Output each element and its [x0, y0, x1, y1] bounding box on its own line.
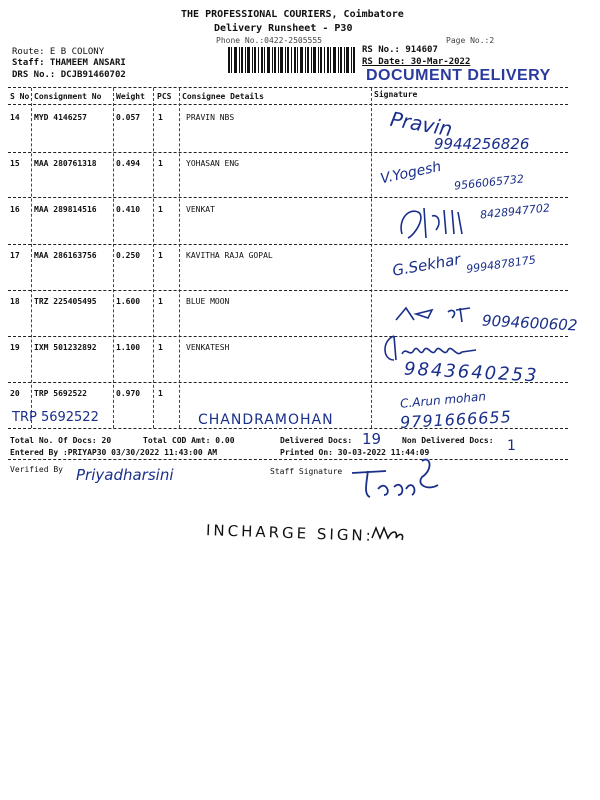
row-consignee: YOHASAN ENG: [186, 159, 239, 168]
handwritten-phone: 9843640253: [403, 358, 539, 387]
row-consignment: IXM 501232892: [34, 343, 97, 352]
row-weight: 0.250: [116, 251, 141, 260]
col-weight: Weight: [116, 92, 145, 101]
handwritten-phone: 9566065732: [453, 172, 525, 193]
row-weight: 0.970: [116, 389, 141, 398]
handwritten-phone: 8428947702: [479, 201, 551, 222]
handwritten-phone: 9094600602: [481, 311, 578, 335]
col-divider: [179, 88, 180, 428]
row-sno: 20: [10, 389, 20, 398]
rs-number: RS No.: 914607: [362, 45, 438, 55]
handwritten-name: Pravin: [388, 106, 455, 142]
totals-rule: [8, 459, 568, 460]
row-pcs: 1: [158, 159, 163, 168]
total-docs: Total No. Of Docs: 20: [10, 436, 112, 445]
table-header-rule: [8, 104, 568, 105]
col-signature: Signature: [374, 90, 418, 99]
rs-date: RS Date: 30-Mar-2022: [362, 57, 471, 67]
row-consignee: KAVITHA RAJA GOPAL: [186, 251, 273, 260]
row-rule: [8, 382, 568, 383]
document-title: Delivery Runsheet - P30: [214, 23, 353, 34]
phone-number: Phone No.:0422-2505555: [216, 36, 322, 45]
row-sno: 14: [10, 113, 20, 122]
document-delivery-stamp: DOCUMENT DELIVERY: [366, 67, 551, 84]
row-consignment: TRP 5692522: [34, 389, 87, 398]
row-consignee: PRAVIN NBS: [186, 113, 235, 122]
handwritten-name: C.Arun mohan: [399, 389, 487, 411]
col-divider: [153, 88, 154, 428]
row-rule: [8, 336, 568, 337]
row-sno: 17: [10, 251, 20, 260]
printed-on: Printed On: 30-03-2022 11:44:09: [280, 448, 430, 457]
handwritten-name: G.Sekhar: [390, 250, 462, 280]
row-sno: 19: [10, 343, 20, 352]
row-weight: 1.600: [116, 297, 141, 306]
row-pcs: 1: [158, 205, 163, 214]
row-rule: [8, 197, 568, 198]
col-sno: S No: [10, 92, 30, 101]
row-sno: 16: [10, 205, 20, 214]
page-number: Page No.:2: [446, 36, 495, 45]
col-consignee: Consignee Details: [182, 92, 264, 101]
row-consignee: VENKATESH: [186, 343, 230, 352]
incharge-signature: [368, 524, 408, 544]
row-rule: [8, 290, 568, 291]
table-top-rule: [8, 87, 568, 88]
incharge-sign-label: INCHARGE SIGN:: [205, 521, 375, 545]
company-title: THE PROFESSIONAL COURIERS, Coimbatore: [181, 9, 404, 20]
delivered-docs-label: Delivered Docs:: [280, 436, 353, 445]
handwritten-signature: [392, 300, 476, 328]
row-pcs: 1: [158, 113, 163, 122]
verified-by-label: Verified By: [10, 465, 63, 474]
table-bottom-rule: [8, 428, 568, 429]
row-consignee: VENKAT: [186, 205, 215, 214]
row-weight: 0.410: [116, 205, 141, 214]
row-weight: 0.057: [116, 113, 141, 122]
handwritten-name: V.Yogesh: [379, 158, 443, 188]
row-consignment: MYD 4146257: [34, 113, 87, 122]
handwritten-consignee: CHANDRAMOHAN: [198, 412, 334, 428]
non-delivered-docs-label: Non Delivered Docs:: [402, 436, 494, 445]
staff-signature-label: Staff Signature: [270, 467, 343, 476]
row-pcs: 1: [158, 343, 163, 352]
handwritten-phone: 9944256826: [434, 135, 530, 153]
row-sno: 18: [10, 297, 20, 306]
drs-number: DRS No.: DCJB91460702: [12, 70, 126, 80]
row-rule: [8, 152, 568, 153]
row-consignee: BLUE MOON: [186, 297, 230, 306]
handwritten-signature: [396, 200, 472, 246]
barcode: [228, 47, 356, 73]
handwritten-phone: 9994878175: [465, 253, 537, 276]
staff-signature: [346, 455, 446, 507]
col-divider: [31, 88, 32, 428]
col-divider: [113, 88, 114, 428]
route-label: Route: E B COLONY: [12, 47, 105, 57]
entered-by: Entered By :PRIYAP30 03/30/2022 11:43:00 AM: [10, 448, 218, 457]
handwritten-phone: 9791666655: [399, 407, 513, 432]
row-pcs: 1: [158, 297, 163, 306]
col-divider: [371, 88, 372, 428]
staff-label: Staff: THAMEEM ANSARI: [12, 58, 126, 68]
row-consignment: MAA 286163756: [34, 251, 97, 260]
non-delivered-docs-hand: 1: [507, 438, 516, 454]
total-cod: Total COD Amt: 0.00: [143, 436, 235, 445]
col-pcs: PCS: [157, 92, 172, 101]
row-weight: 1.100: [116, 343, 141, 352]
row-pcs: 1: [158, 251, 163, 260]
delivered-docs-hand: 19: [362, 430, 382, 448]
row-pcs: 1: [158, 389, 163, 398]
row-consignment: MAA 289814516: [34, 205, 97, 214]
col-consignment: Consignment No: [34, 92, 102, 101]
verified-by-signature: Priyadharsini: [76, 466, 174, 484]
handwritten-consignment: TRP 5692522: [12, 410, 99, 425]
row-consignment: MAA 280761318: [34, 159, 97, 168]
row-rule: [8, 244, 568, 245]
row-consignment: TRZ 225405495: [34, 297, 97, 306]
row-weight: 0.494: [116, 159, 141, 168]
row-sno: 15: [10, 159, 20, 168]
